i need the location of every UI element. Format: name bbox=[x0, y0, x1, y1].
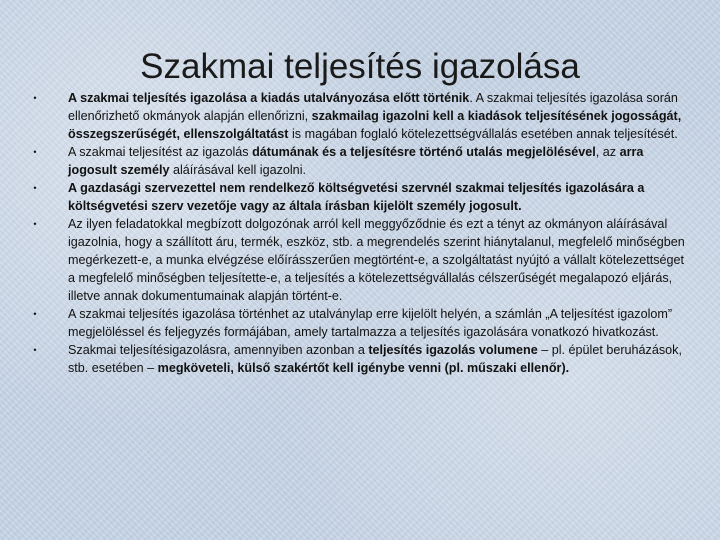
text-segment: is magában foglaló kötelezettségvállalás esetében annak teljesítését. bbox=[288, 127, 678, 141]
bullet-dot-icon: • bbox=[33, 345, 37, 355]
bullet-item bbox=[30, 143, 690, 179]
bullet-item bbox=[30, 305, 690, 341]
text-segment: – pl. épület beruházások, stb. esetében – bbox=[68, 343, 682, 375]
bold-text-segment: megköveteli, külső szakértőt kell igénybe venni (pl. műszaki ellenőr). bbox=[157, 361, 570, 375]
text-segment: A szakmai teljesítés igazolása történhet az utalványlap erre kijelölt helyén, a számlán „A teljesítést igazolom” megjelöléssel és feljegyzés formájában, amely tartalmazza a teljesítés igazolására vonatkozó hivatkozást. bbox=[68, 307, 673, 339]
bullet-item bbox=[30, 89, 690, 143]
bold-text-segment: szakmailag igazolni kell a kiadások teljesítésének jogosságát, összegszerűségét, ellenszolgáltatást bbox=[68, 109, 682, 141]
bullet-dot-icon: • bbox=[33, 93, 37, 103]
bold-text-segment: teljesítés igazolás volumene bbox=[368, 343, 538, 357]
bullet-dot-icon: • bbox=[33, 219, 37, 229]
bold-text-segment: arra jogosult személy bbox=[68, 145, 644, 177]
text-segment: , az bbox=[595, 145, 620, 159]
bold-text-segment: dátumának és a teljesítésre történő utalás megjelölésével bbox=[252, 145, 596, 159]
bullet-text bbox=[68, 217, 685, 303]
bullet-text bbox=[68, 343, 682, 375]
text-segment: A szakmai teljesítést az igazolás bbox=[68, 145, 253, 159]
bullet-dot-icon: • bbox=[33, 147, 37, 157]
bullet-text bbox=[68, 181, 644, 213]
slide-title: Szakmai teljesítés igazolása bbox=[140, 47, 580, 86]
text-segment: Szakmai teljesítésigazolásra, amennyiben azonban a bbox=[68, 343, 369, 357]
bullet-dot-icon: • bbox=[33, 183, 37, 193]
bold-text-segment: A gazdasági szervezettel nem rendelkező költségvetési szervnél szakmai teljesítés igazolására a költségvetési szerv vezetője vagy az általa írásban kijelölt személy jogosult. bbox=[68, 181, 645, 213]
bullet-item bbox=[30, 215, 690, 305]
bullet-item bbox=[30, 341, 690, 377]
bullet-dot-icon: • bbox=[33, 309, 37, 319]
bullet-text bbox=[68, 145, 643, 177]
bullet-item bbox=[30, 179, 690, 215]
bullet-text bbox=[68, 91, 681, 141]
text-segment: . A szakmai teljesítés igazolása során ellenőrizhető okmányok alapján ellenőrizni, bbox=[68, 91, 678, 123]
bullet-list bbox=[30, 89, 690, 377]
bold-text-segment: A szakmai teljesítés igazolása a kiadás utalványozása előtt történik bbox=[68, 91, 470, 105]
text-segment: Az ilyen feladatokkal megbízott dolgozónak arról kell meggyőződnie és ezt a tényt az okmányon aláírásával igazolnia, hogy a szállított áru, termék, eszköz, stb. a megrendelés szerint hiánytalanul, megfelelő minőségben megérkezett-e, a munka elvégzése előírásszerűen megtörtént-e, a szolgáltatást nyújtó a vállalt kötelezettséget a megfelelő minőségben teljesítette-e, a teljesítés a kötelezettségvállalás célszerűségét megalapozó eljárás, illetve annak dokumentumainak alapján történt-e. bbox=[68, 217, 685, 303]
text-segment: aláírásával kell igazolni. bbox=[169, 163, 306, 177]
bullet-text bbox=[68, 307, 672, 339]
